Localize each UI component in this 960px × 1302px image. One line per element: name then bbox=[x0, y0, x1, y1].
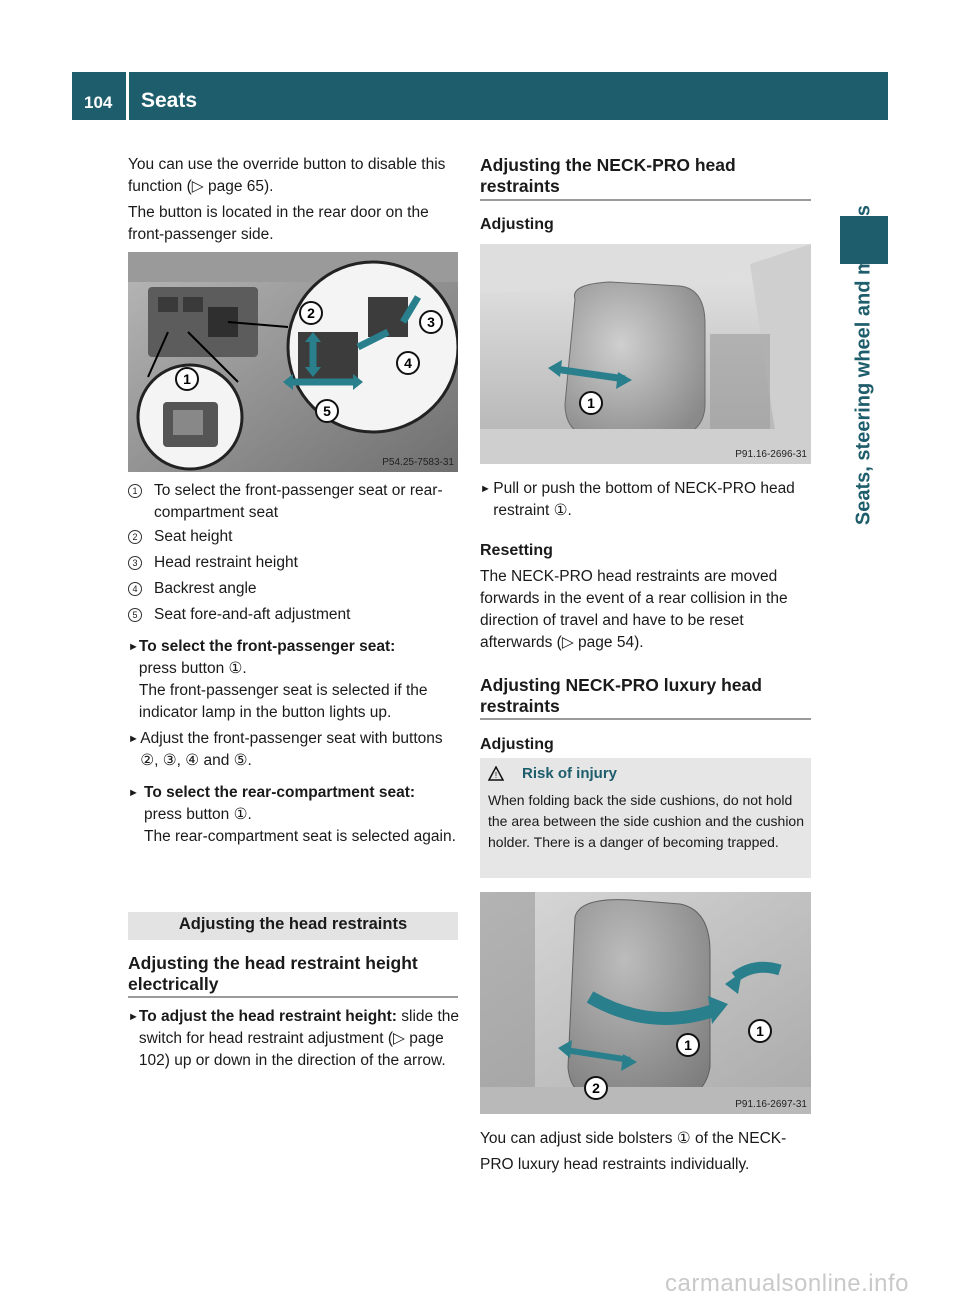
step-title: To select the front-passenger seat: bbox=[138, 638, 396, 655]
page-number: 104 bbox=[84, 93, 113, 112]
svg-text:5: 5 bbox=[323, 403, 331, 419]
neck-pro-illustration bbox=[480, 244, 811, 464]
paragraph-side-bolsters: You can adjust side bolsters ① of the NECK-PRO luxury head restraints individually. bbox=[480, 1130, 787, 1173]
step-head-restraint-height bbox=[128, 1006, 460, 1072]
figure-code: P91.16-2697-31 bbox=[735, 1099, 807, 1110]
figure-code: P91.16-2696-31 bbox=[735, 449, 807, 460]
svg-text:2: 2 bbox=[592, 1080, 600, 1096]
step-rear-compartment bbox=[128, 782, 460, 848]
legend-number: 2 bbox=[128, 530, 142, 544]
door-control-figure bbox=[128, 252, 458, 472]
callout-1 bbox=[174, 366, 200, 397]
page-title: Seats bbox=[141, 89, 198, 112]
figure-code: P54.25-7583-31 bbox=[382, 457, 454, 468]
paragraph-reset: The NECK-PRO head restraints are moved forwards in the event of a rear collision in the direction of travel and have to be reset afterwards (▷ page 54). bbox=[480, 568, 788, 651]
callout-2 bbox=[583, 1075, 609, 1106]
callout-4 bbox=[395, 350, 421, 381]
section-band bbox=[128, 912, 458, 940]
figure-legend bbox=[128, 480, 460, 626]
step-adjust-seat bbox=[128, 728, 460, 772]
svg-text:1: 1 bbox=[183, 371, 191, 387]
legend-number: 5 bbox=[128, 608, 142, 622]
legend-text: Seat height bbox=[154, 528, 233, 545]
step-body: press button ①. bbox=[138, 660, 247, 677]
legend-item bbox=[128, 578, 460, 600]
heading-rule bbox=[128, 996, 458, 998]
side-tab-label: Seats, steering wheel and mirrors bbox=[852, 204, 875, 526]
legend-text: Seat fore-and-aft adjustment bbox=[154, 606, 351, 623]
neck-pro-luxury-illustration bbox=[480, 892, 811, 1114]
svg-text:1: 1 bbox=[756, 1023, 764, 1039]
svg-text:3: 3 bbox=[427, 314, 435, 330]
svg-text:1: 1 bbox=[587, 395, 595, 411]
step-arrow-icon: ► bbox=[128, 1011, 139, 1023]
warning-box bbox=[480, 758, 811, 878]
legend-item bbox=[128, 552, 460, 574]
step-arrow-icon: ► bbox=[128, 733, 139, 745]
callout-1 bbox=[578, 390, 604, 421]
paragraph-override: You can use the override button to disable this function (▷ page 65). bbox=[128, 156, 446, 195]
step-note: The rear-compartment seat is selected again. bbox=[144, 828, 456, 845]
step-arrow-icon: ► bbox=[128, 641, 139, 653]
step-title: To adjust the head restraint height: bbox=[138, 1008, 397, 1025]
callout-1 bbox=[675, 1032, 701, 1063]
step-body: slide the switch for head restraint adjustment (▷ page 102) up or down in the direction of the arrow. bbox=[138, 1008, 460, 1069]
step-title: To select the rear-compartment seat: bbox=[144, 784, 416, 801]
callout-2 bbox=[298, 300, 324, 331]
header-divider bbox=[126, 72, 129, 120]
heading-electric: Adjusting the head restraint height electrically bbox=[128, 953, 418, 994]
svg-text:2: 2 bbox=[307, 305, 315, 321]
legend-text: To select the front-passenger seat or rear-compartment seat bbox=[154, 482, 443, 521]
legend-number: 1 bbox=[128, 480, 144, 524]
warning-body: When folding back the side cushions, do not hold the area between the side cushion and the cushion holder. There is a danger of becoming trapped. bbox=[488, 792, 805, 850]
neck-pro-figure bbox=[480, 244, 811, 464]
subheading-resetting: Resetting bbox=[480, 542, 553, 559]
subheading-adjusting: Adjusting bbox=[480, 216, 554, 233]
callout-3 bbox=[418, 309, 444, 340]
legend-number: 3 bbox=[128, 556, 142, 570]
callout-1-second bbox=[747, 1018, 773, 1049]
paragraph-button-location: The button is located in the rear door on the front-passenger side. bbox=[128, 204, 429, 243]
legend-text: Backrest angle bbox=[154, 580, 257, 597]
neck-pro-luxury-figure bbox=[480, 892, 811, 1114]
svg-text:4: 4 bbox=[404, 355, 412, 371]
heading-rule bbox=[480, 718, 811, 720]
step-arrow-icon: ► bbox=[480, 483, 491, 495]
warning-title: Risk of injury bbox=[522, 765, 618, 782]
legend-item bbox=[128, 604, 460, 626]
step-text: Pull or push the bottom of NECK-PRO head restraint ①. bbox=[493, 480, 795, 519]
callout-5 bbox=[314, 398, 340, 429]
heading-rule bbox=[480, 199, 811, 201]
svg-text:1: 1 bbox=[684, 1037, 692, 1053]
step-front-passenger bbox=[128, 636, 460, 724]
legend-number: 4 bbox=[128, 582, 142, 596]
watermark: carmanualsonline.info bbox=[665, 1270, 909, 1297]
legend-item bbox=[128, 480, 460, 524]
step-pull-push bbox=[480, 478, 812, 522]
svg-text:!: ! bbox=[494, 771, 498, 780]
heading-neck-pro-luxury: Adjusting NECK-PRO luxury head restraints bbox=[480, 675, 762, 716]
warning-triangle-icon bbox=[488, 766, 504, 786]
step-text: Adjust the front-passenger seat with buttons ②, ③, ④ and ⑤. bbox=[140, 730, 443, 769]
section-band-title: Adjusting the head restraints bbox=[178, 915, 408, 933]
legend-text: Head restraint height bbox=[154, 554, 298, 571]
step-note: The front-passenger seat is selected if the indicator lamp in the button lights up. bbox=[138, 682, 428, 721]
legend-item bbox=[128, 526, 460, 548]
step-arrow-icon: ► bbox=[128, 787, 139, 799]
heading-neck-pro: Adjusting the NECK-PRO head restraints bbox=[480, 155, 736, 196]
step-body: press button ①. bbox=[144, 806, 252, 823]
subheading-adjusting: Adjusting bbox=[480, 736, 554, 753]
